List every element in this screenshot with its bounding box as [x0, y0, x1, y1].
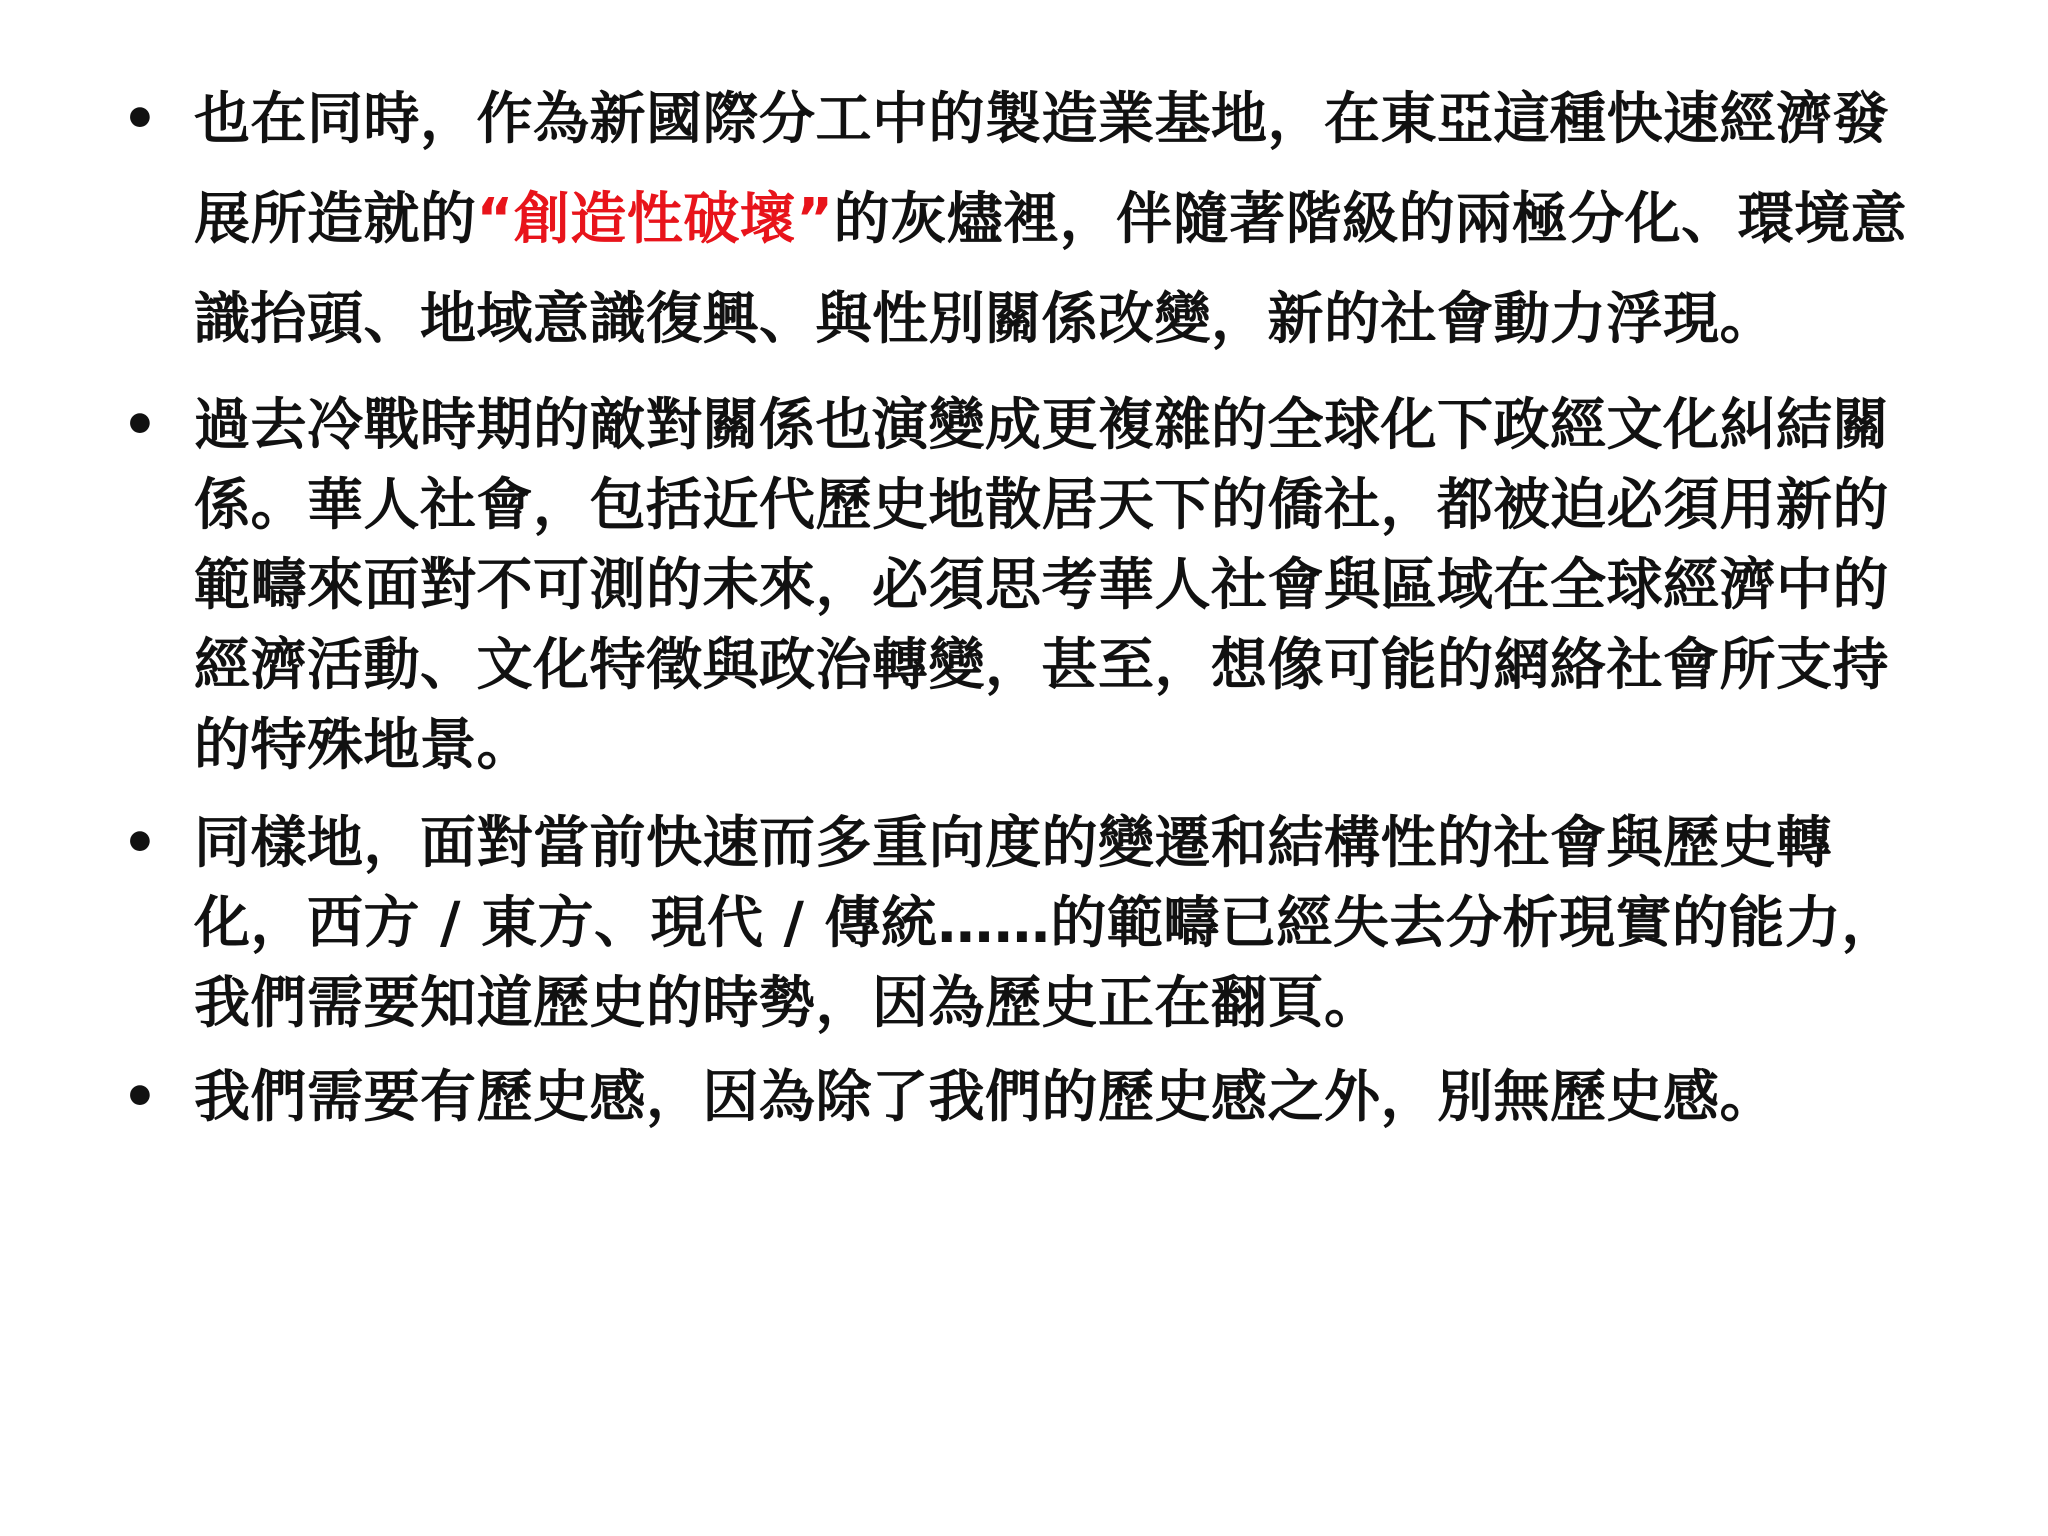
bullet-text: 我們需要有歷史感，因為除了我們的歷史感之外，別無歷史感。: [194, 1065, 1776, 1130]
bullet-list: [120, 70, 1940, 1138]
bullet-dot-icon: •: [122, 811, 159, 876]
bullet-text: 過去冷戰時期的敵對關係也演變成更複雜的全球化下政經文化糾結關係。華人社會，包括近代歷史地散居天下的僑社，都被迫必須用新的範疇來面對不可測的未來，必須思考華人社會與區域在全球經濟中的經濟活動、文化特徵與政治轉變，甚至，想像可能的網絡社會所支持的特殊地景。: [194, 393, 1889, 778]
bullet-text-after: 的灰燼裡，伴隨著階級的兩極分化、環境意識抬頭、地域意識復興、與性別關係改變，新的社會動力浮現。: [194, 187, 1908, 352]
bullet-item-4: [120, 1058, 1940, 1138]
emphasized-phrase: “創造性破壞”: [476, 187, 834, 252]
bullet-item-2: [120, 386, 1940, 786]
bullet-text-before: 也在同時，作為新國際分工中的製造業基地，在東亞這種快速經濟發展所造就的: [194, 87, 1889, 252]
bullet-dot-icon: •: [122, 1065, 159, 1130]
bullet-text: [194, 70, 1940, 370]
bullet-item-1: [120, 70, 1940, 370]
bullet-item-3: [120, 804, 1940, 1044]
bullet-text: 同樣地，面對當前快速而多重向度的變遷和結構性的社會與歷史轉化，西方 / 東方、現代 / 傳統……的範疇已經失去分析現實的能力，我們需要知道歷史的時勢，因為歷史正在翻頁。: [194, 811, 1898, 1036]
bullet-dot-icon: •: [122, 393, 159, 458]
bullet-dot-icon: •: [122, 87, 159, 152]
